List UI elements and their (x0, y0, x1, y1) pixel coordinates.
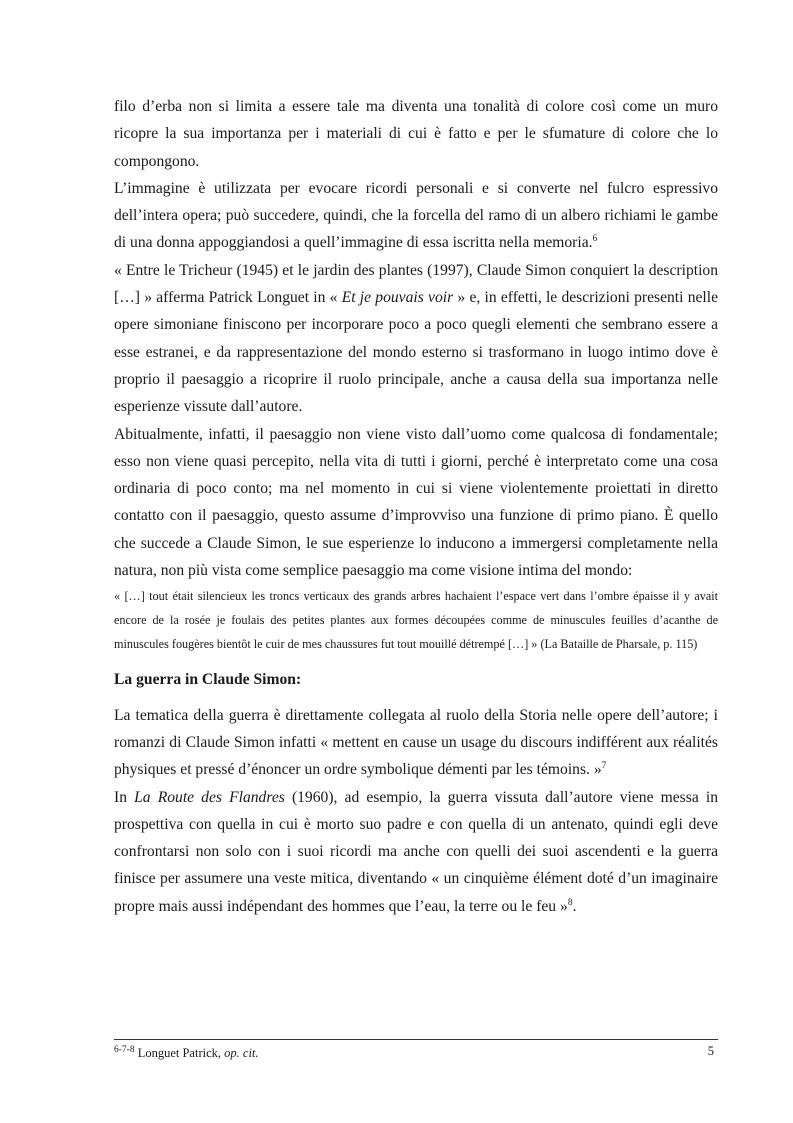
page-number: 5 (707, 1044, 714, 1058)
section-heading: La guerra in Claude Simon: (114, 671, 302, 689)
paragraph-text: (1960), ad esempio, la guerra vissuta dall’autore viene messa in prospettiva con quella in cui è morto suo padre e con quella di un antenato, quindi egli deve confrontarsi non solo con i suoi ricordi ma anche con quelli dei suoi ascendenti e la guerra finisce per assumere una veste mitica, diventando « un cinquième élément doté d’un imaginaire propre mais aussi indépendant des hommes que l’eau, la terre ou le feu » (114, 788, 718, 915)
paragraph (114, 175, 718, 257)
block-quote: « […] tout était silencieux les troncs verticaux des grands arbres hachaient l’espace vert dans l’ombre épaisse il y avait encore de la rosée je foulais des petites plantes aux formes découpées comme de minuscules feuilles d’acanthe de minuscules fougères bientôt le cuir de mes chaussures fut tout mouillé détrempé […] » (La Bataille de Pharsale, p. 115) (114, 589, 718, 652)
footnote-author: Longuet Patrick, (134, 1046, 225, 1060)
footnote-ref: 8 (567, 897, 573, 908)
body-text (114, 93, 718, 920)
paragraph-text: filo d’erba non si limita a essere tale ma diventa una tonalità di colore così come un muro ricopre la sua importanza per i materiali di cui è fatto e per le sfumature di colore che lo compongono. (114, 98, 718, 170)
book-title: La Route des Flandres (134, 788, 285, 806)
paragraph-text: In (114, 788, 135, 806)
paragraph (114, 702, 718, 784)
paragraph (114, 93, 718, 175)
paragraph-text: . (572, 897, 577, 915)
paragraph (114, 784, 718, 920)
paragraph-text: « Entre le Tricheur (1945) et le jardin des plantes (1997), Claude Simon conquiert la description […] » afferma Patrick Longuet in « (114, 261, 718, 307)
footnote-ref-text: op. cit. (224, 1046, 259, 1060)
footnote-ref: 6 (592, 234, 598, 245)
book-title: Et je pouvais voir (341, 289, 454, 307)
page-footer (114, 1039, 718, 1061)
paragraph-text: La tematica della guerra è direttamente collegata al ruolo della Storia nelle opere dell’autore; i romanzi di Claude Simon infatti « mettent en cause un usage du discours indifférent aux réalités physiques et pressé d’énoncer un ordre symbolique démenti par les témoins. » (114, 706, 718, 779)
paragraph-text: L’immagine è utilizzata per evocare ricordi personali e si converte nel fulcro espressivo dell’intera opera; può succedere, quindi, che la forcella del ramo di un albero richiami le gambe di una donna appoggiandosi a quell’immagine di essa iscritta nella memoria. (114, 179, 718, 252)
paragraph (114, 257, 718, 421)
paragraph (114, 421, 718, 585)
paragraph-text: Abitualmente, infatti, il paesaggio non viene visto dall’uomo come qualcosa di fondamentale; esso non viene quasi percepito, nella vita di tutti i giorni, perché è interpretato come una cosa ordinaria di poco conto; ma nel momento in cui si viene violentemente proiettati in diretto contatto con il paesaggio, questo assume d’improvviso una funzione di primo piano. È quello che succede a Claude Simon, le sue esperienze lo inducono a immergersi completamente nella natura, non più vista come semplice paesaggio ma come visione intima del mondo: (114, 425, 718, 580)
footnote (114, 1046, 259, 1061)
paragraph-text: » e, in effetti, le descrizioni presenti nelle opere simoniane finiscono per incorporare poco a poco quegli elementi che sembrano essere a esse estranei, e da rappresentazione del mondo esterno si trasformano in luogo intimo dove è proprio il paesaggio a ricoprire il ruolo principale, anche a causa della sua importanza nelle esperienze vissute dall’autore. (114, 289, 719, 416)
footnote-marks: 6-7-8 (114, 1044, 135, 1055)
footnote-ref: 7 (601, 761, 607, 772)
